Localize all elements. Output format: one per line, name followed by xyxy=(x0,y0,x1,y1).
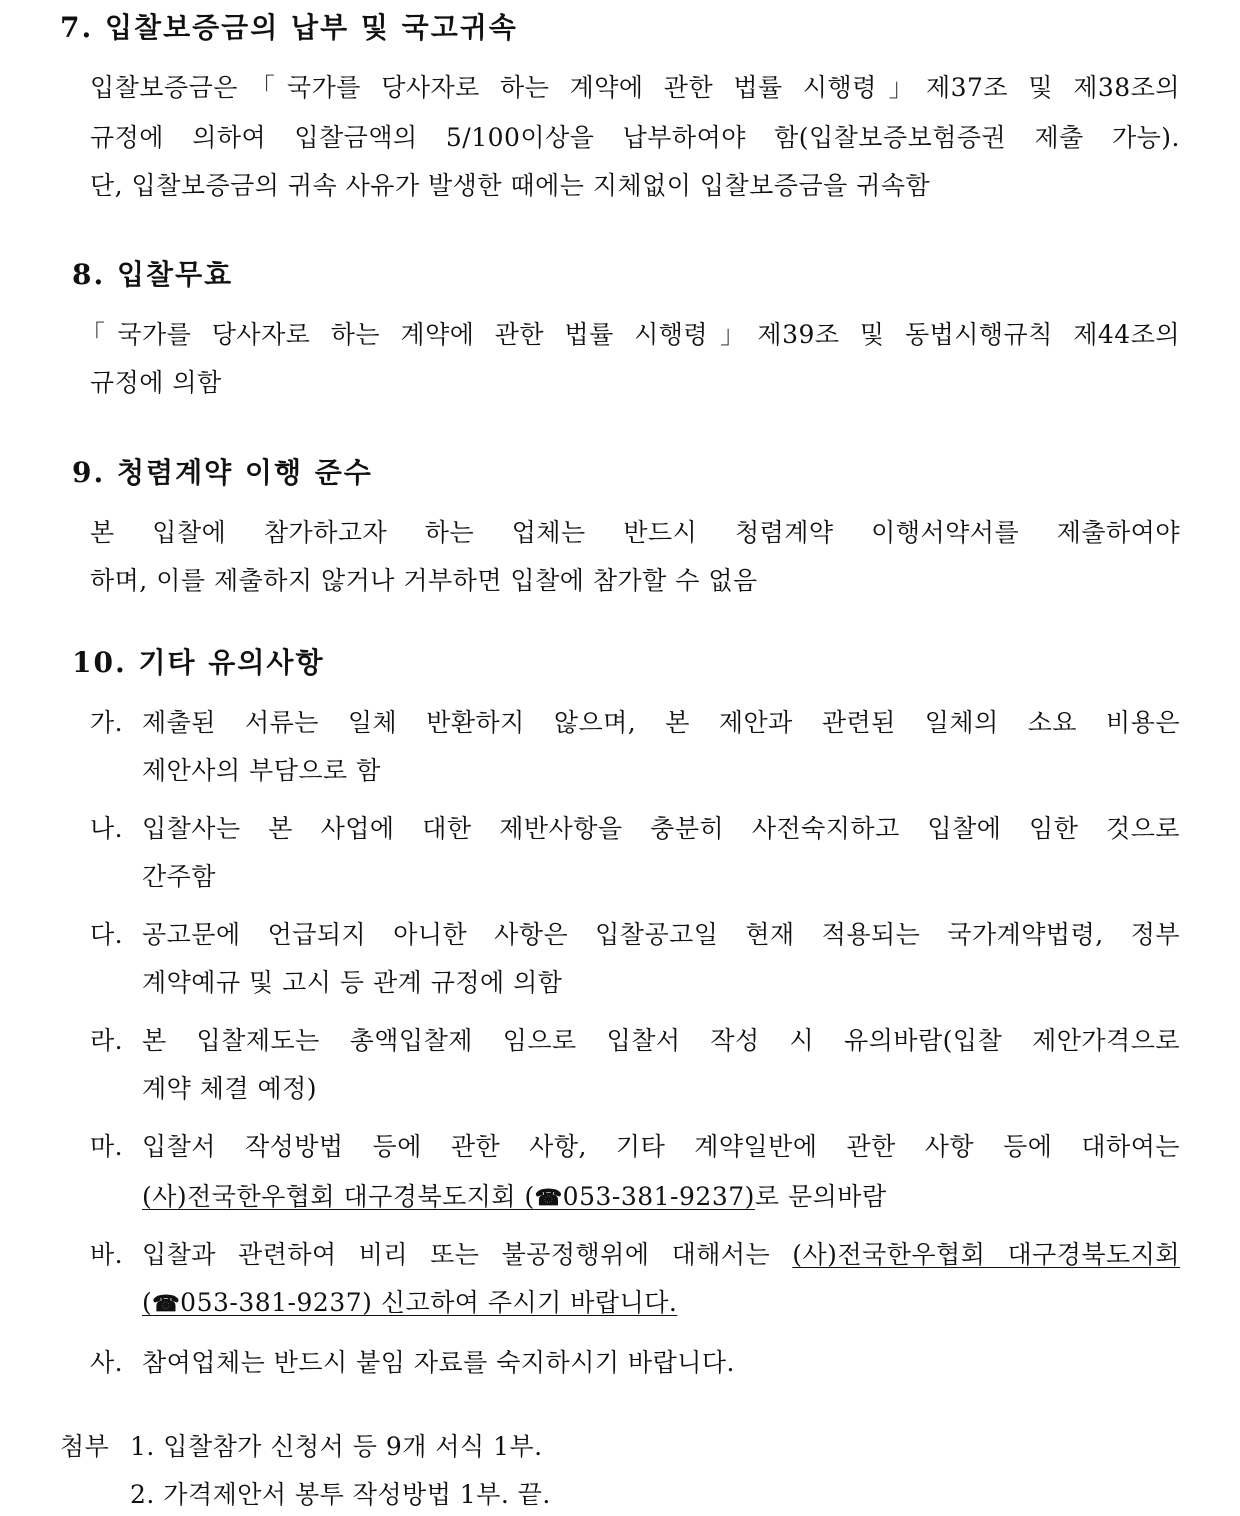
item-ba-line-2[interactable]: (☎053-381-9237) 신고하여 주시기 바랍니다. xyxy=(142,1288,678,1317)
item-da-label: 다. xyxy=(90,920,124,949)
item-ma-label: 마. xyxy=(90,1132,124,1161)
section-9-heading: 9. 청렴계약 이행 준수 xyxy=(72,456,373,489)
item-ma-line-2: (사)전국한우협회 대구경북도지회 (☎053-381-9237)로 문의바람 xyxy=(142,1182,887,1211)
item-ga-line-2: 제안사의 부담으로 함 xyxy=(142,756,381,785)
section-7-line-2: 규정에 의하여 입찰금액의 5/100이상을 납부하여야 함(입찰보증보험증권 제출 가능). xyxy=(90,123,1180,152)
item-ga-line-1: 제출된 서류는 일체 반환하지 않으며, 본 제안과 관련된 일체의 소요 비용은 xyxy=(142,708,1180,737)
attachments-label: 첨부 xyxy=(60,1432,110,1461)
item-ra-line-2: 계약 체결 예정) xyxy=(142,1074,318,1103)
item-ma-line-1: 입찰서 작성방법 등에 관한 사항, 기타 계약일반에 관한 사항 등에 대하여는 xyxy=(142,1132,1180,1161)
section-7-heading: 7. 입찰보증금의 납부 및 국고귀속 xyxy=(60,11,518,44)
item-ga-label: 가. xyxy=(90,708,124,737)
section-9-line-1: 본 입찰에 참가하고자 하는 업체는 반드시 청렴계약 이행서약서를 제출하여야 xyxy=(90,518,1180,547)
section-8-heading: 8. 입찰무효 xyxy=(72,258,234,291)
section-7-line-1: 입찰보증금은「국가를 당사자로 하는 계약에 관한 법률 시행령」제37조 및 제38조의 xyxy=(90,73,1180,102)
attachment-item: 2. 가격제안서 봉투 작성방법 1부. 끝. xyxy=(130,1480,551,1509)
item-na-label: 나. xyxy=(90,814,124,843)
item-da-line-1: 공고문에 언급되지 아니한 사항은 입찰공고일 현재 적용되는 국가계약법령, 정부 xyxy=(142,920,1180,949)
phone-icon: ☎ xyxy=(152,1291,181,1317)
item-na-line-2: 간주함 xyxy=(142,862,216,891)
item-da-line-2: 계약예규 및 고시 등 관계 규정에 의함 xyxy=(142,968,563,997)
phone-number: 053-381-9237) xyxy=(562,1182,755,1211)
section-8-line-2: 규정에 의함 xyxy=(90,368,222,397)
item-na-line-1: 입찰사는 본 사업에 대한 제반사항을 충분히 사전숙지하고 입찰에 임한 것으로 xyxy=(142,814,1180,843)
item-ba-line-1: 입찰과 관련하여 비리 또는 불공정행위에 대해서는 (사)전국한우협회 대구경북도지회 xyxy=(142,1240,1180,1269)
attachment-item: 1. 입찰참가 신청서 등 9개 서식 1부. xyxy=(130,1432,543,1461)
phone-icon: ☎ xyxy=(534,1185,563,1211)
item-sa-line-1: 참여업체는 반드시 붙임 자료를 숙지하시기 바랍니다. xyxy=(142,1348,735,1377)
item-ra-line-1: 본 입찰제도는 총액입찰제 임으로 입찰서 작성 시 유의바람(입찰 제안가격으로 xyxy=(142,1026,1180,1055)
section-9-line-2: 하며, 이를 제출하지 않거나 거부하면 입찰에 참가할 수 없음 xyxy=(90,566,758,595)
contact-org-link[interactable]: (사)전국한우협회 대구경북도지회 (☎053-381-9237) xyxy=(142,1182,755,1211)
item-ra-label: 라. xyxy=(90,1026,124,1055)
report-org-link[interactable]: (사)전국한우협회 대구경북도지회 xyxy=(792,1240,1180,1269)
phone-number: 053-381-9237) 신고하여 주시기 바랍니다. xyxy=(180,1288,678,1317)
item-ba-label: 바. xyxy=(90,1240,124,1269)
section-10-heading: 10. 기타 유의사항 xyxy=(72,646,325,679)
item-sa-label: 사. xyxy=(90,1348,124,1377)
section-7-line-3: 단, 입찰보증금의 귀속 사유가 발생한 때에는 지체없이 입찰보증금을 귀속함 xyxy=(90,171,931,200)
section-8-line-1: 「국가를 당사자로 하는 계약에 관한 법률 시행령」제39조 및 동법시행규칙 제44조의 xyxy=(80,320,1181,349)
